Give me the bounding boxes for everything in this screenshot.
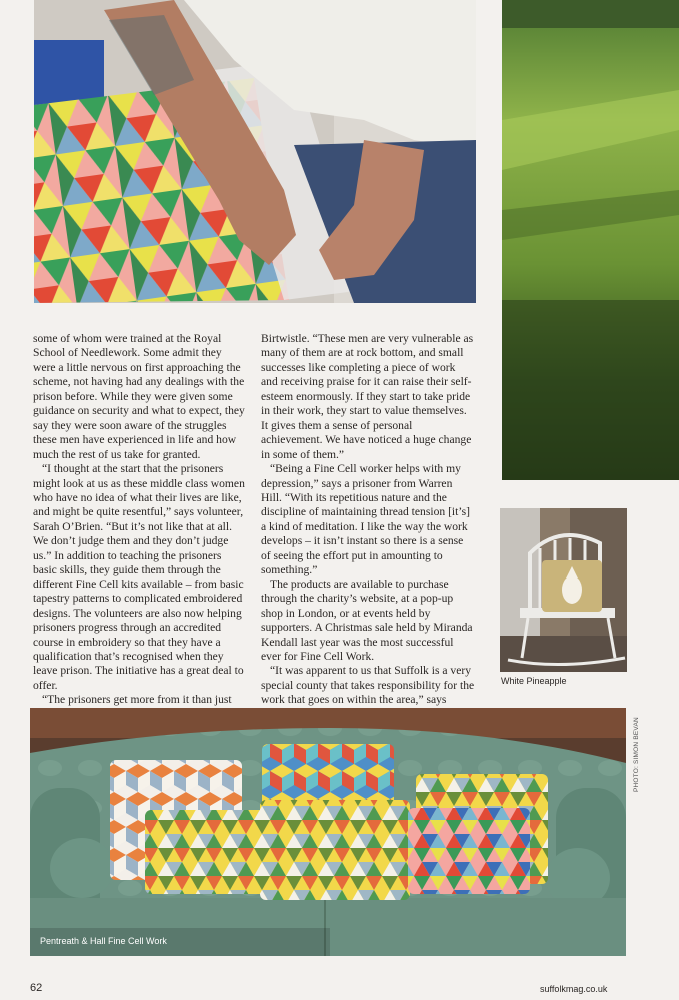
article-column-1 bbox=[33, 332, 247, 722]
paragraph: “It was apparent to us that Suffolk is a very special county that takes responsibility for the work that goes on within the area,” says bbox=[261, 664, 475, 707]
photo-white-pineapple-chair bbox=[500, 508, 627, 672]
page-number: 62 bbox=[30, 982, 43, 994]
photo-lawn bbox=[502, 0, 679, 480]
caption-sofa: Pentreath & Hall Fine Cell Work bbox=[40, 936, 167, 946]
photo-credit: PHOTO: SIMON BEVAN bbox=[633, 717, 640, 792]
paragraph: Birtwistle. “These men are very vulnerable as many of them are at rock bottom, and small successes like completing a piece of work and receiving praise for it can raise their self-esteem enormously. If they start to take pride in their work, they start to value themselves. It gives them a sense of personal achievement. We have noticed a huge change in some of them.” bbox=[261, 332, 474, 461]
paragraph: some of whom were trained at the Royal School of Needlework. Some admit they were a little nervous on first approaching the scheme, not having had any dealings with the prison before. While they were given some guidance on security and what to expect, they say they were soon aware of the struggles these men have experienced in life and how much the rest of us take for granted. bbox=[33, 332, 245, 461]
photo-stitching-cushion bbox=[34, 0, 476, 303]
caption-white-pineapple: White Pineapple bbox=[501, 676, 567, 686]
paragraph: “The prisoners get more from it than just bbox=[42, 693, 232, 707]
paragraph: “Being a Fine Cell worker helps with my depression,” says a prisoner from Warren Hill. “With its repetitious nature and the discipline of maintaining thread tension [it’s] a kind of meditation. I like the way the work develops – it isn’t instant so there is a sense of seeing the effort put in amounting to something.” bbox=[261, 462, 470, 577]
paragraph: “I thought at the start that the prisoners might look at us as these middle class women who have no idea of what their lives are like, and might be quite resentful,” says volunteer, Sarah O’Brien. “But it’s not like that at all. We don’t judge them and they don’t judge us.” In addition to teaching the prisoners basic skills, they guide them through the different Fine Cell kits available – from basic tapestry patterns to complicated embroidered designs. The volunteers are also now helping prisoners progress through an accredited course in embroidery so that they have a qualification that’s recognised when they leave prison. The initiative has a great deal to offer. bbox=[33, 462, 245, 692]
site-url[interactable]: suffolkmag.co.uk bbox=[540, 984, 608, 994]
photo-sofa-cushions bbox=[30, 708, 626, 956]
paragraph: The products are available to purchase through the charity’s website, at a pop-up shop in London, or at events held by supporters. A Christmas sale held by Miranda Kendall last year was the most successful ever for Fine Cell Work. bbox=[261, 577, 473, 663]
article-column-2 bbox=[261, 332, 475, 722]
